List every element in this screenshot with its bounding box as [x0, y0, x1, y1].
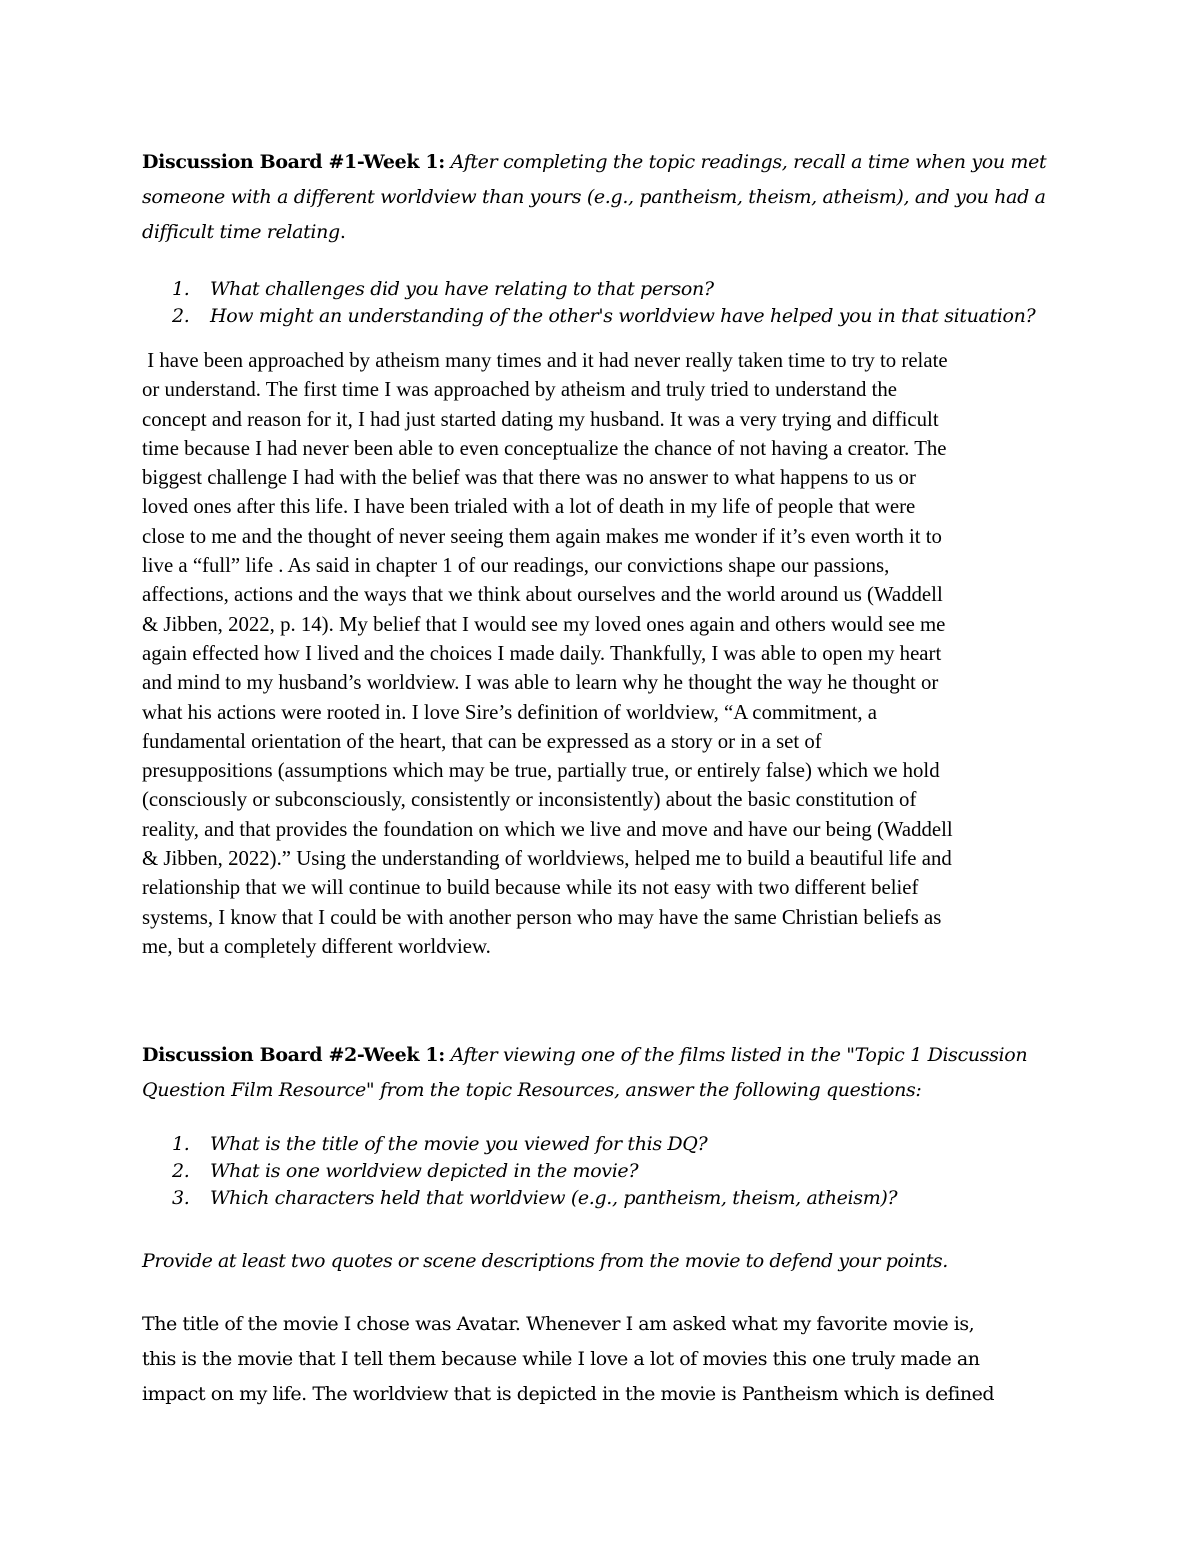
db2-question-text: What is the title of the movie you viewed for this DQ? [210, 1133, 708, 1155]
db1-heading: Discussion Board #1-Week 1: [142, 151, 445, 173]
db2-question-item [172, 1158, 1072, 1185]
db1-response-text-line: & Jibben, 2022).” Using the understanding of worldviews, helped me to build a beautiful life and [142, 847, 952, 871]
db1-question-item [172, 276, 1072, 303]
db2-question-list [172, 1131, 1072, 1212]
db1-response-text-line: relationship that we will continue to build because while its not easy with two different belief [142, 876, 919, 900]
db1-response-text-line: fundamental orientation of the heart, that can be expressed as a story or in a set of [142, 729, 822, 753]
db2-question-number: 3. [172, 1187, 190, 1209]
db1-prompt-paragraph [142, 145, 1072, 250]
db1-question-number: 1. [172, 278, 190, 300]
db1-response-text-line: concept and reason for it, I had just started dating my husband. It was a very trying and difficult [142, 407, 939, 431]
db2-question-text: What is one worldview depicted in the movie? [210, 1160, 639, 1182]
db1-response-text-line: me, but a completely different worldview. [142, 934, 491, 958]
db1-question-text: How might an understanding of the other's worldview have helped you in that situation? [210, 305, 1036, 327]
db1-response-text-line: live a “full” life . As said in chapter 1 of our readings, our convictions shape our passions, [142, 554, 890, 578]
db1-question-text: What challenges did you have relating to that person? [210, 278, 714, 300]
db1-question-list [172, 276, 1072, 330]
db2-question-item [172, 1131, 1072, 1158]
db1-response-text-line: or understand. The first time I was approached by atheism and truly tried to understand the [142, 378, 898, 402]
db2-prompt-paragraph [142, 1038, 1072, 1108]
db2-question-text: Which characters held that worldview (e.g., pantheism, theism, atheism)? [210, 1187, 898, 1209]
db1-response-text-line: systems, I know that I could be with another person who may have the same Christian beliefs as [142, 905, 942, 929]
db1-response-text-line: time because I had never been able to even conceptualize the chance of not having a creator. The [142, 436, 947, 460]
db1-question-item [172, 303, 1072, 330]
db1-prompt-end: . [339, 221, 346, 243]
db2-question-number: 1. [172, 1133, 190, 1155]
db1-response-text-line: I have been approached by atheism many times and it had never really taken time to try to relate [142, 349, 948, 372]
db2-instruction: Provide at least two quotes or scene descriptions from the movie to defend your points. [142, 1250, 948, 1272]
db1-question-number: 2. [172, 305, 190, 327]
db1-response-text-line: (consciously or subconsciously, consistently or inconsistently) about the basic constitution of [142, 788, 917, 812]
db1-prompt: After completing the topic readings, recall a time when you met someone with a different worldview than yours (e.g., pantheism, theism, atheism), and you had a difficult time relating [142, 151, 1047, 243]
db2-prompt: After viewing one of the films listed in the "Topic 1 Discussion Question Film Resource" from the topic Resources, answer the following questions: [142, 1044, 1028, 1101]
db1-response-text-line: presuppositions (assumptions which may be true, partially true, or entirely false) which we hold [142, 759, 940, 783]
db2-response-text-line: The title of the movie I chose was Avatar. Whenever I am asked what my favorite movie is, [142, 1313, 975, 1335]
db1-response-text-line: close to me and the thought of never seeing them again makes me wonder if it’s even worth it to [142, 524, 942, 548]
db2-response-text-line: this is the movie that I tell them because while I love a lot of movies this one truly made an [142, 1348, 980, 1370]
db2-question-number: 2. [172, 1160, 190, 1182]
db2-response-text-line: impact on my life. The worldview that is depicted in the movie is Pantheism which is defined [142, 1383, 995, 1405]
db1-response-text-line: what his actions were rooted in. I love Sire’s definition of worldview, “A commitment, a [142, 700, 878, 724]
db1-response-text-line: loved ones after this life. I have been trialed with a lot of death in my life of people that were [142, 495, 916, 519]
db2-response [142, 1307, 1072, 1412]
db1-response-text-line: and mind to my husband’s worldview. I was able to learn why he thought the way he thought or [142, 671, 939, 695]
db1-response-text-line: & Jibben, 2022, p. 14). My belief that I would see my loved ones again and others would see me [142, 612, 946, 636]
db1-response-text-line: affections, actions and the ways that we think about ourselves and the world around us (Waddell [142, 583, 943, 607]
db1-response-text-line: again effected how I lived and the choices I made daily. Thankfully, I was able to open my heart [142, 641, 942, 665]
db1-response [142, 346, 1072, 961]
db1-response-text-line: biggest challenge I had with the belief was that there was no answer to what happens to us or [142, 466, 916, 490]
db2-question-item [172, 1185, 1072, 1212]
db1-response-text-line: reality, and that provides the foundation on which we live and move and have our being (Waddell [142, 817, 953, 841]
db2-heading: Discussion Board #2-Week 1: [142, 1044, 445, 1066]
